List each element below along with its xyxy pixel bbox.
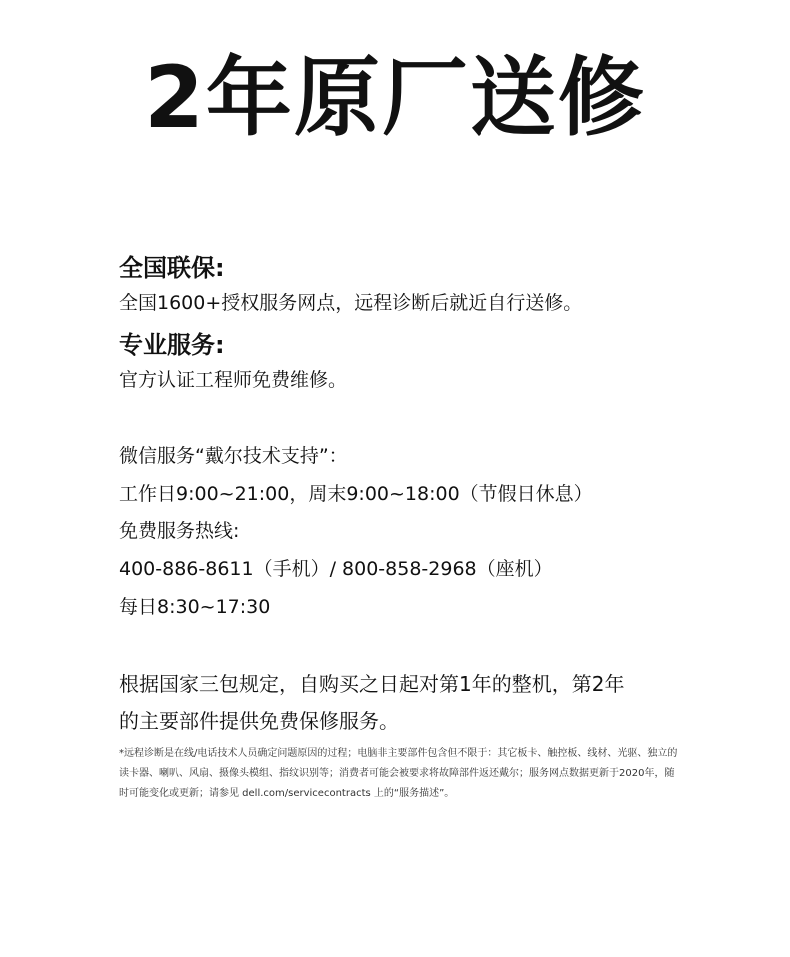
hotline-numbers: 400-886-8611（手机）/ 800-858-2968（座机）: [119, 558, 553, 580]
nationwide-text: 全国1600+授权服务网点，远程诊断后就近自行送修。: [119, 292, 583, 314]
nationwide-section: [119, 253, 699, 316]
professional-section: [119, 330, 699, 393]
policy-line-1: 根据国家三包规定，自购买之日起对第1年的整机，第2年: [119, 672, 625, 696]
policy-line-2: 的主要部件提供免费保修服务。: [119, 709, 399, 733]
hotline-label: 免费服务热线:: [119, 520, 240, 542]
hotline-hours: 每日8:30~17:30: [119, 596, 271, 618]
wechat-service: 微信服务“戴尔技术支持”：: [119, 445, 348, 467]
warranty-policy: [119, 666, 689, 740]
service-hours: 工作日9:00~21:00，周末9:00~18:00（节假日休息）: [119, 483, 593, 505]
professional-heading: 专业服务:: [119, 331, 225, 359]
nationwide-heading: 全国联保:: [119, 254, 225, 282]
footnote: *远程诊断是在线/电话技术人员确定问题原因的过程；电脑非主要部件包含但不限于：其它板卡、触控板、线材、光驱、独立的读卡器、喇叭、风扇、摄像头模组、指纹识别等；消费者可能会被要求将故障部件返还戴尔；服务网点数据更新于2020年，随时可能变化或更新；请参见 dell.com/servicecontracts 上的“服务描述”。: [119, 748, 678, 799]
hero-title: 2年原厂送修: [144, 48, 646, 148]
professional-text: 官方认证工程师免费维修。: [119, 369, 348, 391]
